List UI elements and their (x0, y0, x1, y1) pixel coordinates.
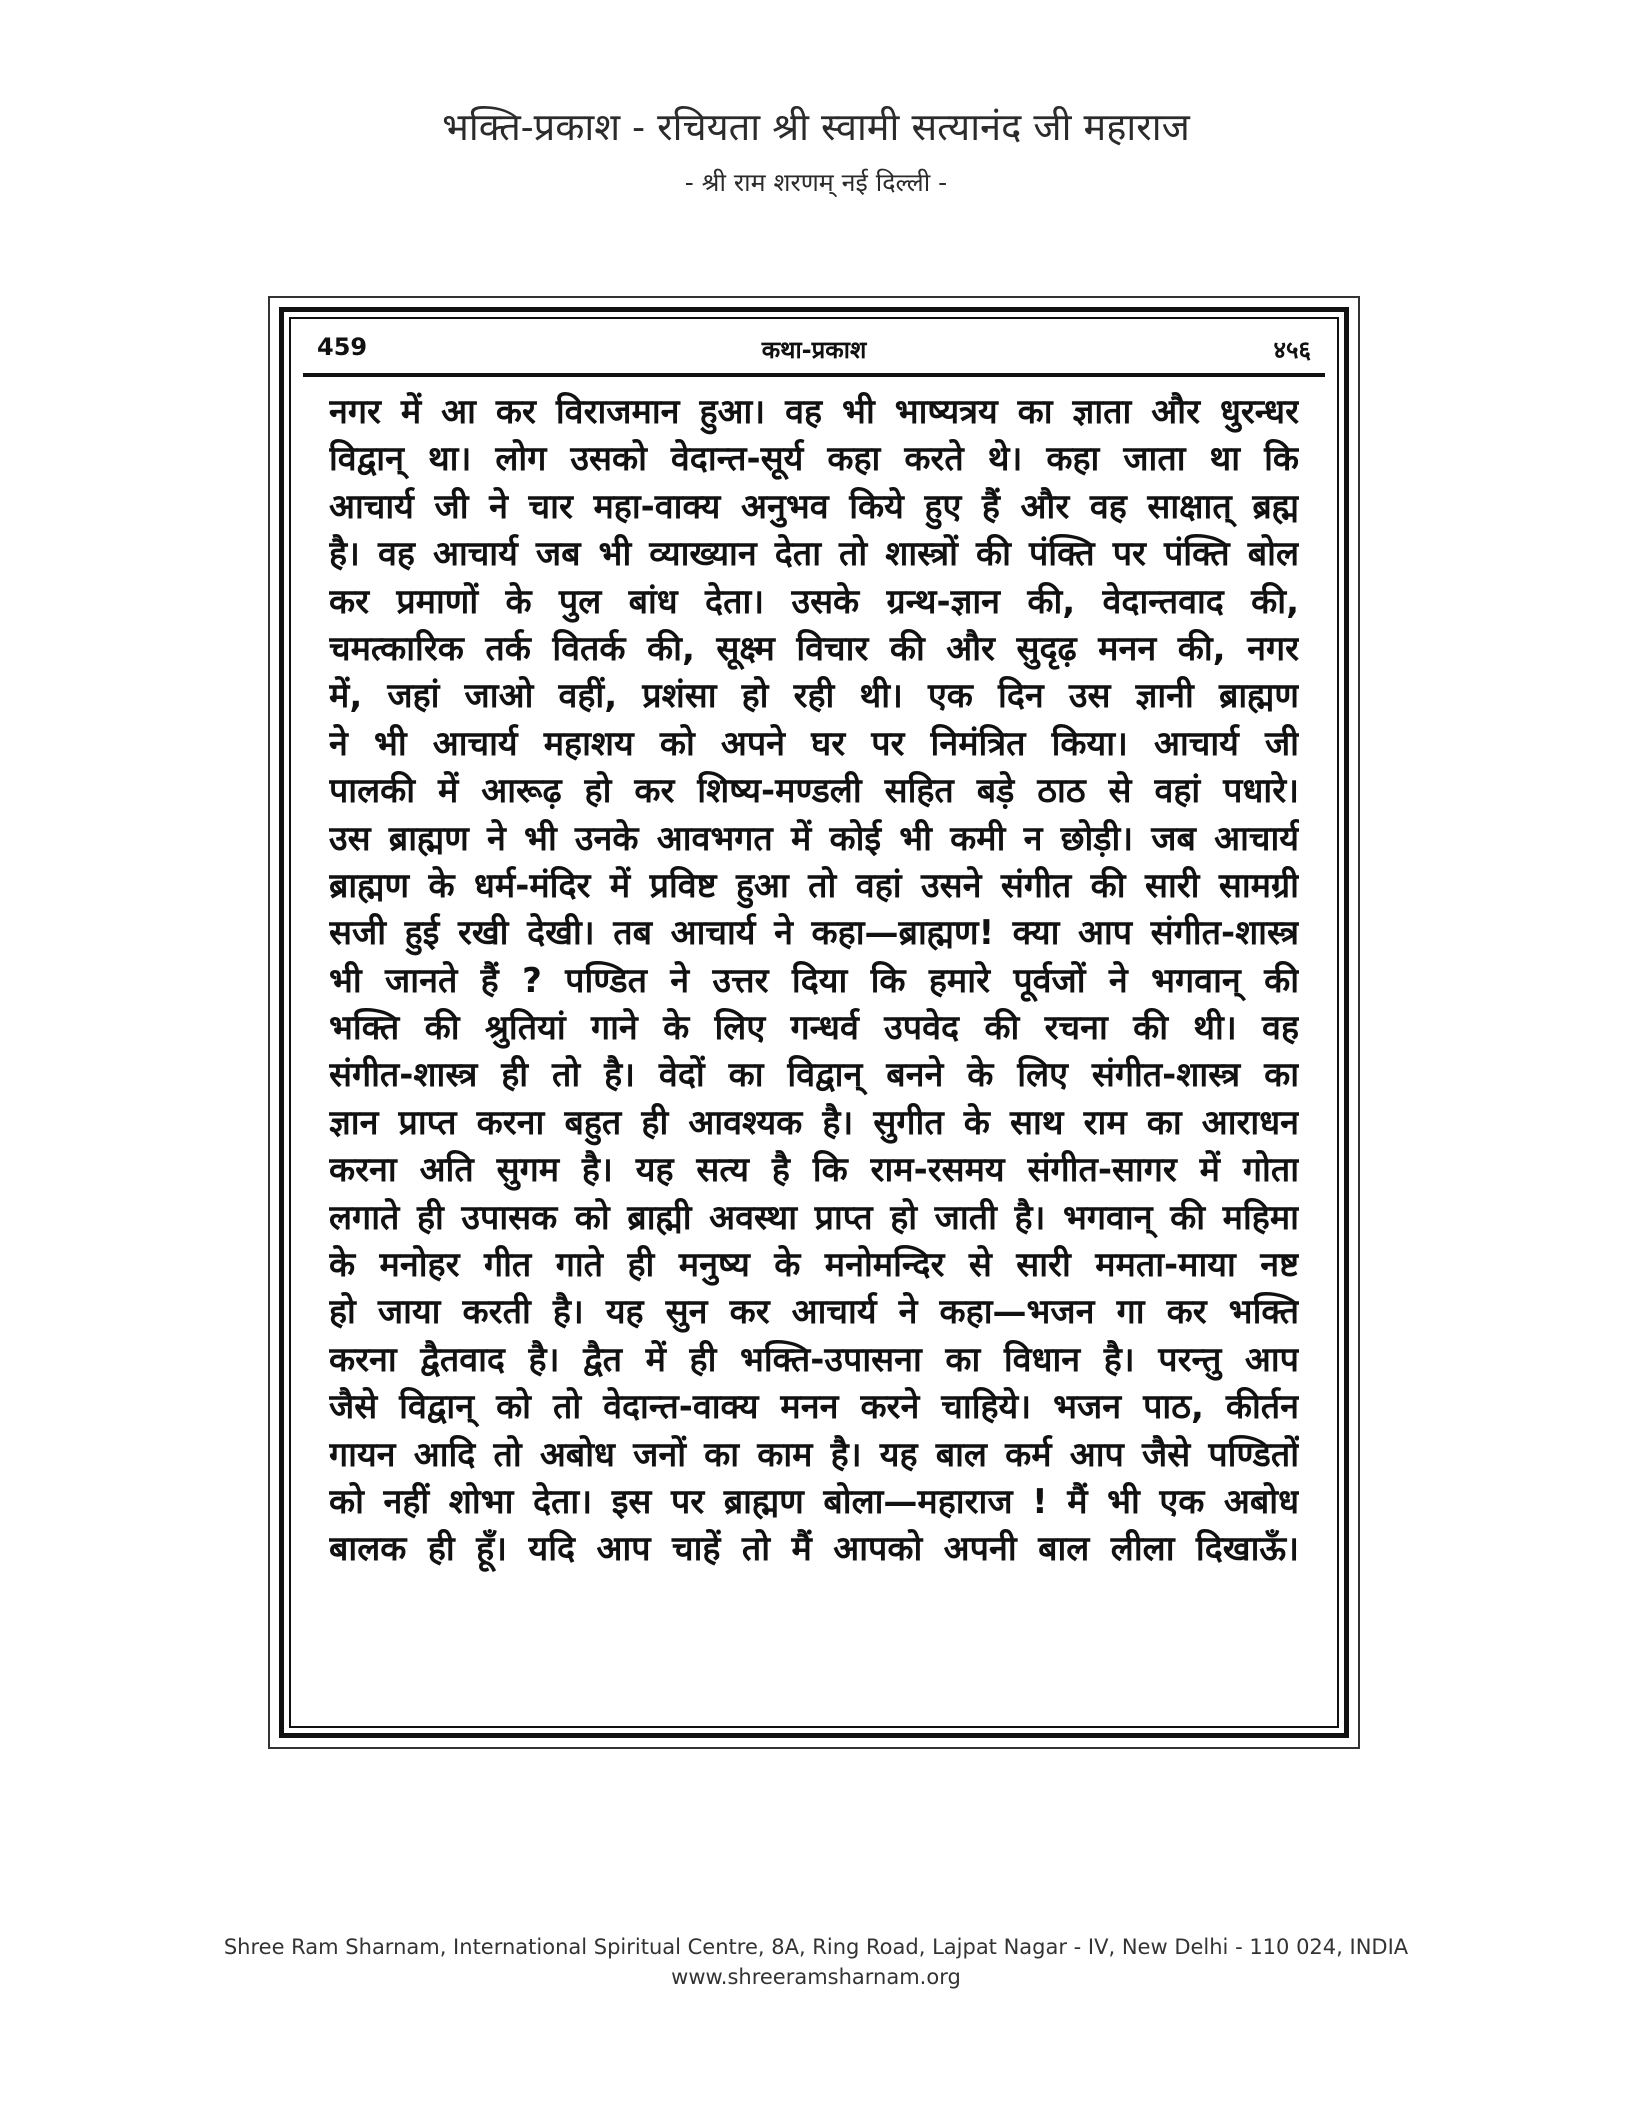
text-line: उस ब्राह्मण ने भी उनके आवभगत में कोई भी कमी न छोड़ी। जब आचार्य (329, 818, 1299, 859)
text-line: बालक ही हूँ। यदि आप चाहें तो मैं आपको अपनी बाल लीला दिखाऊँ। (329, 1529, 1299, 1570)
page-number-arabic: 459 (317, 333, 368, 361)
book-subtitle: - श्री राम शरणम् नई दिल्ली - (684, 168, 948, 197)
page-frame-inner (279, 307, 1349, 1738)
text-line: ने भी आचार्य महाशय को अपने घर पर निमंत्रित किया। आचार्य जी (329, 723, 1299, 764)
text-line: भक्ति की श्रुतियां गाने के लिए गन्धर्व उपवेद की रचना की थी। वह (329, 1008, 1299, 1049)
page-number-devanagari: ४५६ (1273, 336, 1311, 364)
running-head (317, 333, 1311, 377)
text-line: चमत्कारिक तर्क वितर्क की, सूक्ष्म विचार की और सुदृढ़ मनन की, नगर (329, 628, 1299, 669)
text-line: जैसे विद्वान् को तो वेदान्त-वाक्य मनन करने चाहिये। भजन पाठ, कीर्तन (329, 1387, 1299, 1428)
body-text (329, 389, 1299, 1574)
text-line: नगर में आ कर विराजमान हुआ। वह भी भाष्यत्रय का ज्ञाता और धुरन्धर (329, 392, 1299, 432)
text-line: पालकी में आरूढ़ हो कर शिष्य-मण्डली सहित बड़े ठाठ से वहां पधारे। (329, 771, 1299, 812)
text-line: को नहीं शोभा देता। इस पर ब्राह्मण बोला—महाराज ! मैं भी एक अबोध (329, 1481, 1299, 1522)
text-line: विद्वान् था। लोग उसको वेदान्त-सूर्य कहा करते थे। कहा जाता था कि (329, 439, 1299, 480)
text-line: करना द्वैतवाद है। द्वैत में ही भक्ति-उपासना का विधान है। परन्तु आप (329, 1339, 1299, 1380)
text-line: गायन आदि तो अबोध जनों का काम है। यह बाल कर्म आप जैसे पण्डितों (329, 1434, 1299, 1475)
footer-url[interactable]: www.shreeramsharnam.org (671, 1965, 961, 1989)
text-line: संगीत-शास्त्र ही तो है। वेदों का विद्वान् बनने के लिए संगीत-शास्त्र का (329, 1055, 1299, 1096)
section-title: कथा-प्रकाश (761, 336, 867, 364)
text-line: भी जानते हैं ? पण्डित ने उत्तर दिया कि हमारे पूर्वजों ने भगवान् की (329, 960, 1299, 1001)
text-line: है। वह आचार्य जब भी व्याख्यान देता तो शास्त्रों की पंक्ति पर पंक्ति बोल (329, 534, 1299, 575)
text-line: हो जाया करती है। यह सुन कर आचार्य ने कहा—भजन गा कर भक्ति (329, 1292, 1299, 1333)
text-line: के मनोहर गीत गाते ही मनुष्य के मनोमन्दिर से सारी ममता-माया नष्ट (329, 1245, 1299, 1286)
text-line: ज्ञान प्राप्त करना बहुत ही आवश्यक है। सुगीत के साथ राम का आराधन (329, 1102, 1299, 1143)
text-line: कर प्रमाणों के पुल बांध देता। उसके ग्रन्थ-ज्ञान की, वेदान्तवाद की, (329, 581, 1299, 622)
text-line: ब्राह्मण के धर्म-मंदिर में प्रविष्ट हुआ तो वहां उसने संगीत की सारी सामग्री (329, 865, 1299, 906)
page-frame (268, 296, 1360, 1749)
text-line: में, जहां जाओ वहीं, प्रशंसा हो रही थी। एक दिन उस ज्ञानी ब्राह्मण (329, 676, 1299, 717)
text-line: आचार्य जी ने चार महा-वाक्य अनुभव किये हुए हैं और वह साक्षात् ब्रह्म (329, 486, 1299, 527)
page-frame-rule (289, 317, 1339, 1728)
text-line: लगाते ही उपासक को ब्राह्मी अवस्था प्राप्त हो जाती है। भगवान् की महिमा (329, 1197, 1299, 1238)
header-rule (303, 373, 1325, 377)
book-title: भक्ति-प्रकाश - रचियता श्री स्वामी सत्यानंद जी महाराज (442, 105, 1190, 149)
text-line: सजी हुई रखी देखी। तब आचार्य ने कहा—ब्राह्मण! क्या आप संगीत-शास्त्र (329, 913, 1299, 954)
footer-address: Shree Ram Sharnam, International Spiritual Centre, 8A, Ring Road, Lajpat Nagar - IV, New Delhi - 110 024, INDIA (223, 1935, 1409, 1959)
text-line: करना अति सुगम है। यह सत्य है कि राम-रसमय संगीत-सागर में गोता (329, 1150, 1299, 1191)
